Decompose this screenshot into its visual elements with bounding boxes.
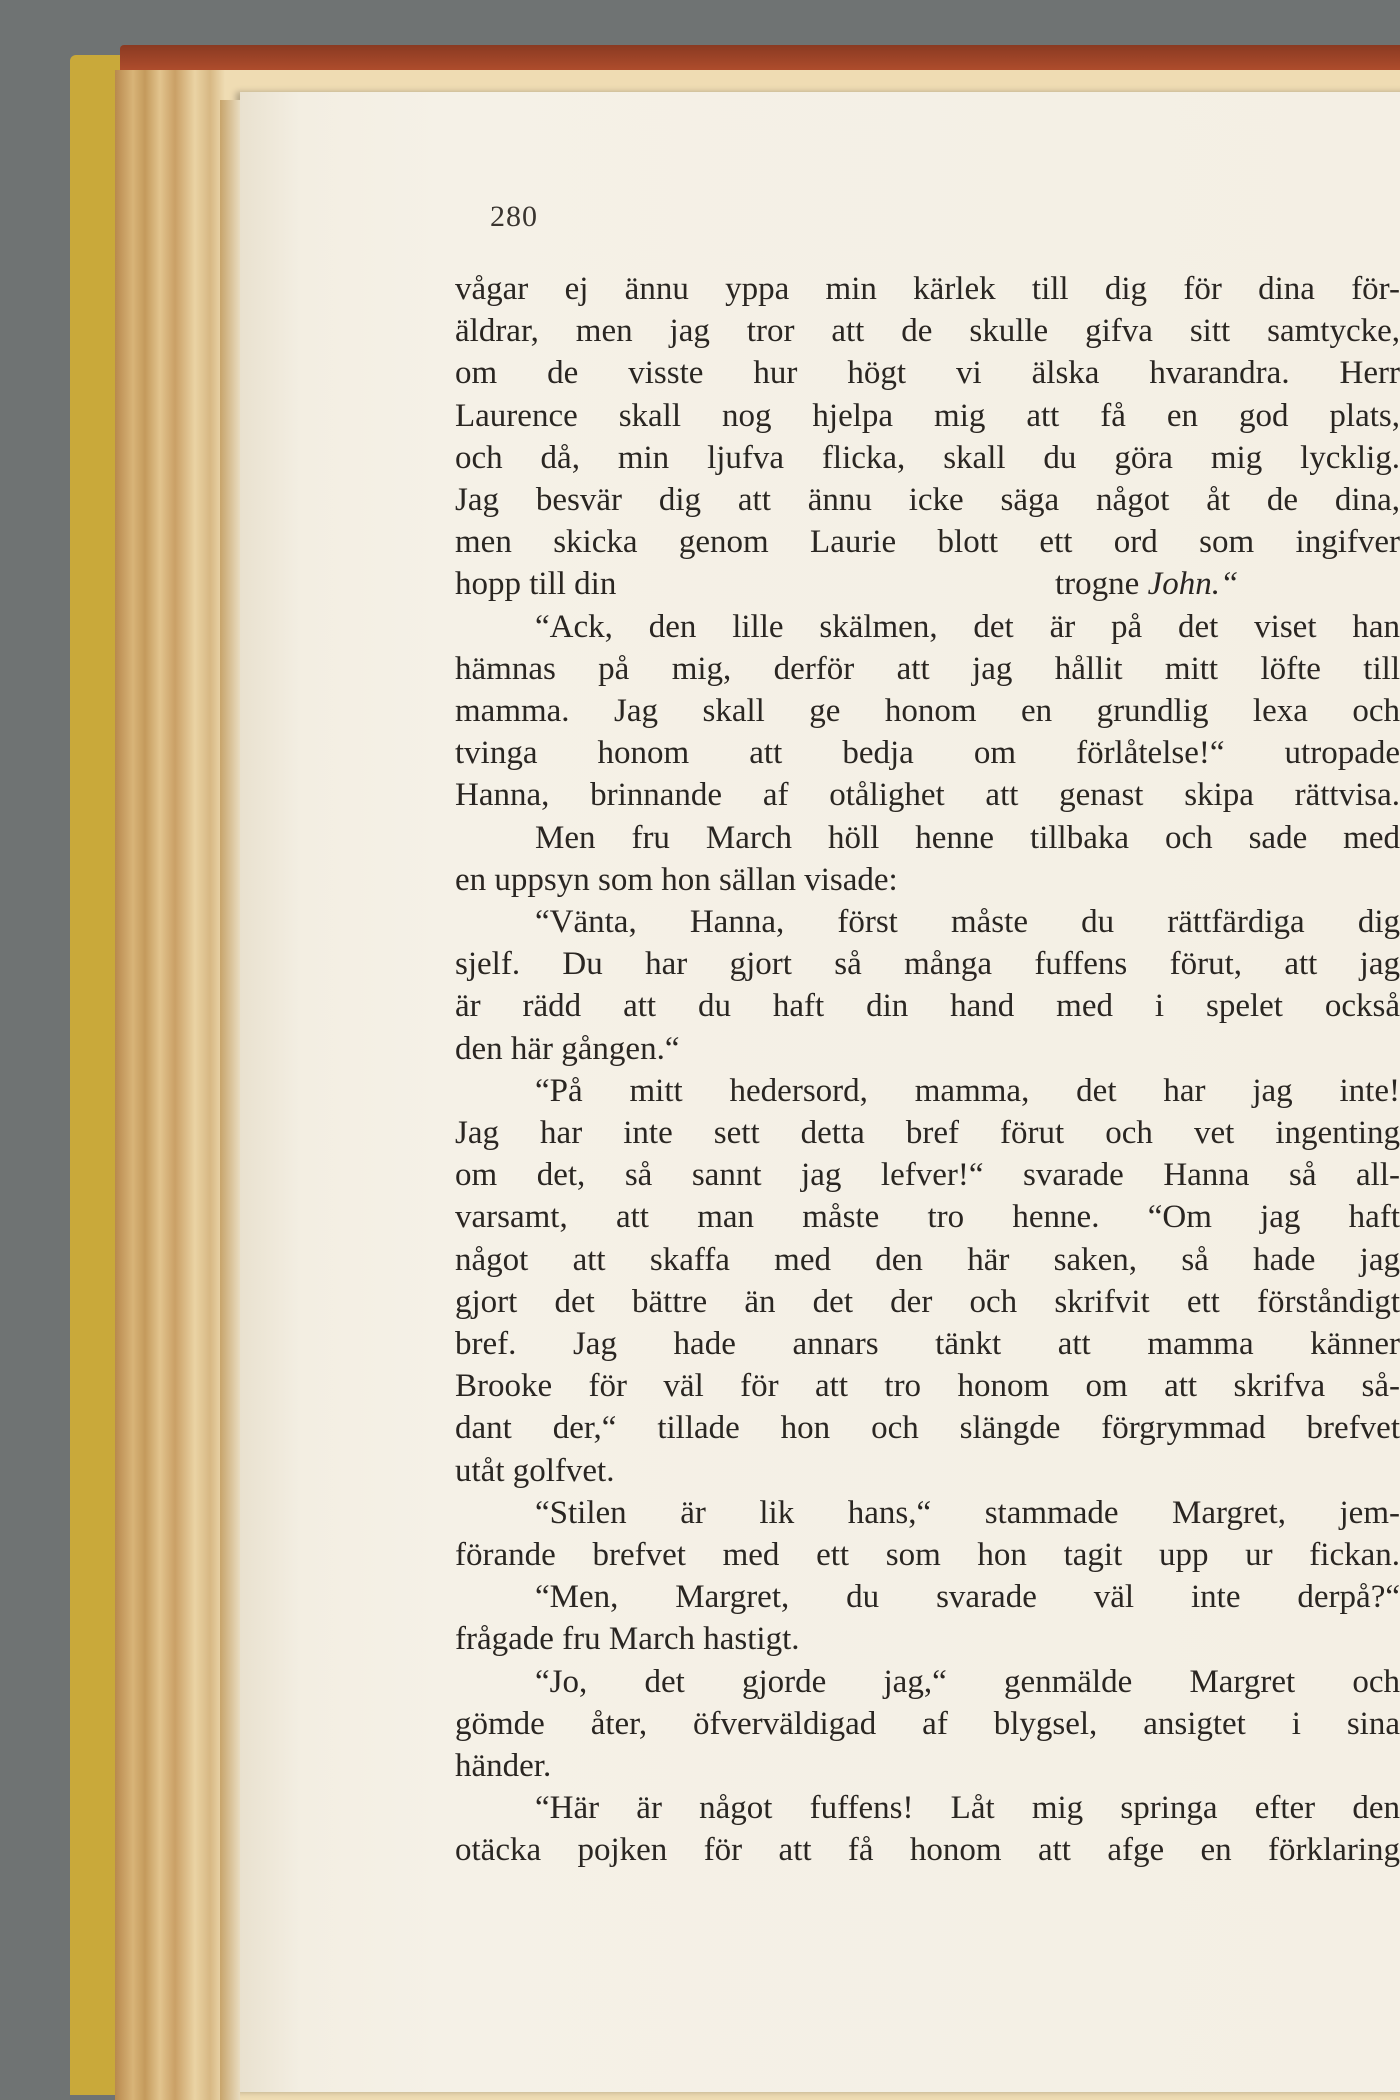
text-line (455, 1745, 1400, 1787)
text-line (455, 943, 1400, 985)
text-line (455, 352, 1400, 394)
line-text: varsamt, att man måste tro henne. “Om jag haft (455, 1199, 1400, 1236)
page-text (455, 0, 1400, 2085)
text-line (455, 1787, 1400, 1829)
text-line (455, 985, 1400, 1027)
line-text: “Ack, den lille skälmen, det är på det viset han (535, 608, 1400, 645)
line-text: Laurence skall nog hjelpa mig att få en god plats, (455, 397, 1400, 434)
line-text: äldrar, men jag tror att de skulle gifva sitt samtycke, (455, 313, 1400, 350)
line-text: “Vänta, Hanna, först måste du rättfärdiga dig (535, 904, 1400, 940)
line-text: en uppsyn som hon sällan visade: (455, 861, 898, 898)
text-line (455, 901, 1400, 943)
text-line (455, 1703, 1400, 1745)
line-text: förande brefvet med ett som hon tagit upp ur fickan. (455, 1537, 1400, 1573)
text-line (455, 437, 1400, 479)
text-line (455, 1028, 1400, 1070)
text-line (455, 1492, 1400, 1534)
text-line (455, 1407, 1400, 1449)
text-line (455, 1534, 1400, 1576)
text-line (455, 1070, 1400, 1112)
text-line (455, 1829, 1400, 1871)
text-line (455, 268, 1400, 310)
signature (1055, 563, 1238, 605)
line-text: gömde åter, öfverväldigad af blygsel, ansigtet i sina (455, 1705, 1400, 1742)
text-line (455, 1154, 1400, 1196)
line-text: är rädd att du haft din hand med i spelet också (455, 988, 1400, 1025)
page-number: 280 (490, 200, 538, 233)
text-line (455, 817, 1400, 859)
line-text: den här gången.“ (455, 1030, 680, 1067)
line-text: otäcka pojken för att få honom att afge en förklaring (455, 1832, 1400, 1869)
line-text: “Här är något fuffens! Låt mig springa efter den (535, 1790, 1400, 1827)
text-line (455, 1196, 1400, 1238)
line-text: hopp till din (455, 566, 617, 603)
line-text: “På mitt hedersord, mamma, det har jag inte! (535, 1072, 1400, 1109)
line-text: “Men, Margret, du svarade väl inte derpå?“ (535, 1579, 1400, 1616)
text-line (455, 1281, 1400, 1323)
line-text: bref. Jag hade annars tänkt att mamma känner (455, 1326, 1400, 1362)
text-line (455, 395, 1400, 437)
text-line (455, 1661, 1400, 1703)
line-text: om de visste hur högt vi älska hvarandra. Herr (455, 355, 1400, 392)
text-line (455, 1323, 1400, 1365)
line-text: Jag har inte sett detta bref förut och vet ingenting (455, 1115, 1400, 1151)
line-text: händer. (455, 1748, 552, 1784)
line-text: dant der,“ tillade hon och slängde förgrymmad brefvet (455, 1410, 1400, 1447)
text-line (455, 690, 1400, 732)
text-line (455, 310, 1400, 352)
line-text: tvinga honom att bedja om förlåtelse!“ utropade (455, 735, 1400, 772)
signature-prefix: trogne (1055, 566, 1148, 603)
text-line (455, 1576, 1400, 1618)
text-line (455, 563, 1400, 605)
line-text: om det, så sannt jag lefver!“ svarade Hanna så all- (455, 1157, 1400, 1194)
text-line (455, 1618, 1400, 1660)
line-text: Brooke för väl för att tro honom om att skrifva så- (455, 1368, 1400, 1405)
text-line (455, 1112, 1400, 1154)
line-text: men skicka genom Laurie blott ett ord som ingifver (455, 524, 1400, 561)
signature-name: John.“ (1147, 566, 1239, 603)
line-text: frågade fru March hastigt. (455, 1621, 800, 1658)
line-text: något att skaffa med den här saken, så hade jag (455, 1241, 1400, 1278)
line-text: och då, min ljufva flicka, skall du göra mig lycklig. (455, 439, 1400, 476)
line-text: vågar ej ännu yppa min kärlek till dig för dina för- (455, 271, 1400, 307)
text-line (455, 648, 1400, 690)
text-line (455, 859, 1400, 901)
text-line (455, 1365, 1400, 1407)
line-text: mamma. Jag skall ge honom en grundlig lexa och (455, 693, 1400, 729)
text-line (455, 521, 1400, 563)
line-text: Jag besvär dig att ännu icke säga något åt de dina, (455, 482, 1400, 518)
text-line (455, 774, 1400, 816)
line-text: hämnas på mig, derför att jag hållit mitt löfte till (455, 650, 1400, 687)
text-line (455, 606, 1400, 648)
line-text: gjort det bättre än det der och skrifvit ett förståndigt (455, 1283, 1400, 1320)
line-text: sjelf. Du har gjort så många fuffens förut, att jag (455, 946, 1400, 983)
line-text: Men fru March höll henne tillbaka och sade med (535, 819, 1400, 856)
line-text: “Stilen är lik hans,“ stammade Margret, jem- (535, 1494, 1400, 1531)
text-line (455, 479, 1400, 521)
line-text: Hanna, brinnande af otålighet att genast skipa rättvisa. (455, 777, 1400, 814)
line-text: “Jo, det gjorde jag,“ genmälde Margret och (535, 1663, 1400, 1700)
text-line (455, 1450, 1400, 1492)
text-line (455, 732, 1400, 774)
text-line (455, 1239, 1400, 1281)
line-text: utåt golfvet. (455, 1452, 615, 1489)
